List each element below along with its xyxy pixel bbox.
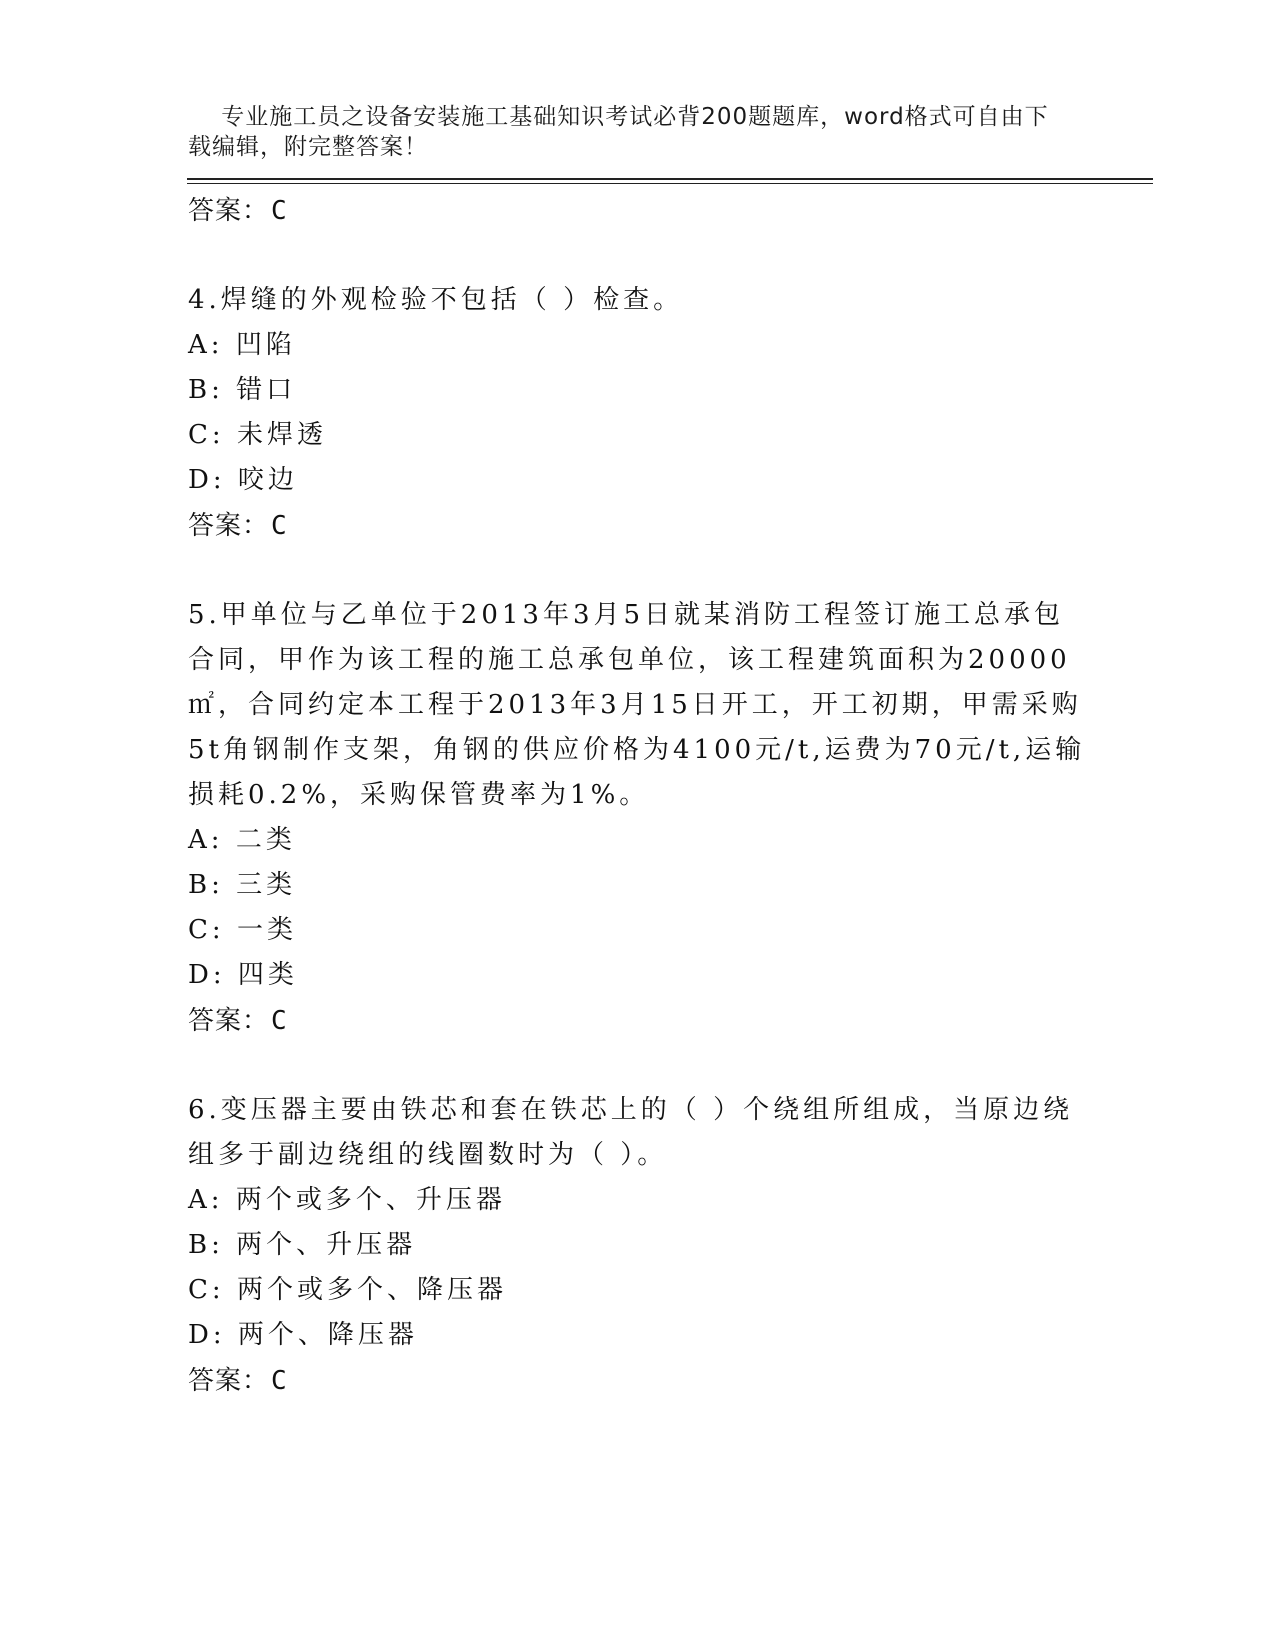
answer-value: C xyxy=(271,511,288,541)
option-key: D xyxy=(188,960,213,990)
option-text: 咬边 xyxy=(237,465,298,495)
option-a: A: 两个或多个、升压器 xyxy=(188,1185,506,1215)
answer-label: 答案： xyxy=(188,511,270,541)
option-text: 两个或多个、降压器 xyxy=(236,1275,507,1305)
option-c: C: 未焊透 xyxy=(188,420,327,450)
option-text: 一类 xyxy=(236,915,297,945)
option-a: A: 凹陷 xyxy=(188,330,296,360)
option-key: D xyxy=(188,1320,213,1350)
answer-value: C xyxy=(271,1006,288,1036)
question-text: 4.焊缝的外观检验不包括（ ）检查。 xyxy=(188,285,684,315)
option-text: 凹陷 xyxy=(235,330,296,360)
question-list xyxy=(188,188,1088,1404)
option-d: D: 两个、降压器 xyxy=(188,1320,418,1350)
option-c: C: 两个或多个、降压器 xyxy=(188,1275,507,1305)
question-text: 5.甲单位与乙单位于2013年3月5日就某消防工程签订施工总承包合同，甲作为该工程的施工总承包单位，该工程建筑面积为20000㎡，合同约定本工程于2013年3月15日开工，开工初期，甲需采购5t角钢制作支架，角钢的供应价格为4100元/t,运费为70元/t,运输损耗0.2%，采购保管费率为1%。 xyxy=(188,600,1086,810)
option-d: D: 咬边 xyxy=(188,465,298,495)
option-key: B xyxy=(188,1230,212,1260)
option-key: C xyxy=(188,915,212,945)
answer-value: C xyxy=(271,196,288,226)
option-a: A: 二类 xyxy=(188,825,296,855)
option-text: 未焊透 xyxy=(236,420,327,450)
question-text: 6.变压器主要由铁芯和套在铁芯上的（ ）个绕组所组成，当原边绕组多于副边绕组的线圈数时为（ ）。 xyxy=(188,1095,1074,1170)
answer-label: 答案： xyxy=(188,196,270,226)
option-b: B: 三类 xyxy=(188,870,297,900)
option-b: B: 两个、升压器 xyxy=(188,1230,417,1260)
option-key: A xyxy=(188,330,211,360)
option-key: C xyxy=(188,420,212,450)
option-text: 两个或多个、升压器 xyxy=(235,1185,506,1215)
header-divider-thin xyxy=(187,183,1153,184)
option-key: B xyxy=(188,375,212,405)
question-item xyxy=(188,593,1088,1044)
answer-line xyxy=(188,1358,1088,1404)
answer-line xyxy=(188,998,1088,1044)
answer-value: C xyxy=(271,1366,288,1396)
option-key: D xyxy=(188,465,213,495)
option-key: A xyxy=(188,825,211,855)
header-title: 专业施工员之设备安装施工基础知识考试必背200题题库，word格式可自由下载编辑，附完整答案！ xyxy=(188,104,1049,160)
option-key: B xyxy=(188,870,212,900)
answer-line xyxy=(188,188,1088,234)
option-d: D: 四类 xyxy=(188,960,298,990)
option-text: 二类 xyxy=(235,825,296,855)
option-key: A xyxy=(188,1185,211,1215)
option-text: 四类 xyxy=(237,960,298,990)
option-text: 两个、降压器 xyxy=(237,1320,418,1350)
answer-label: 答案： xyxy=(188,1006,270,1036)
option-c: C: 一类 xyxy=(188,915,297,945)
document-header xyxy=(188,72,1068,192)
question-item xyxy=(188,1088,1088,1404)
option-text: 错口 xyxy=(236,375,297,405)
option-key: C xyxy=(188,1275,212,1305)
option-text: 三类 xyxy=(236,870,297,900)
option-text: 两个、升压器 xyxy=(236,1230,417,1260)
option-b: B: 错口 xyxy=(188,375,297,405)
question-item xyxy=(188,278,1088,549)
header-divider-thick xyxy=(187,178,1153,180)
answer-label: 答案： xyxy=(188,1366,270,1396)
answer-line xyxy=(188,503,1088,549)
